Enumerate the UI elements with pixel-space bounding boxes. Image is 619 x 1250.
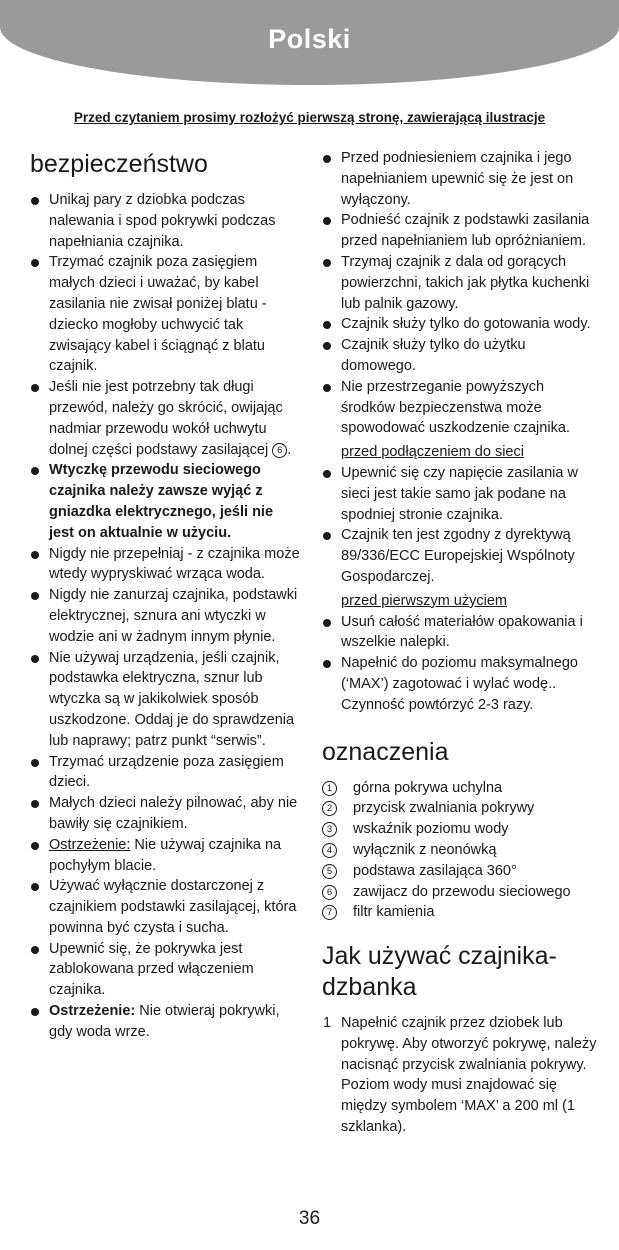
symbol-number: 2 [322, 801, 337, 816]
before-connecting-list [322, 463, 597, 588]
safety-item [30, 939, 302, 1001]
safety-item: Nie przestrzeganie powyższych środków bezpieczenstwa może spowodować uszkodzenie czajnika. [322, 377, 597, 439]
page-number: 36 [298, 1208, 321, 1229]
safety-item-text: Upewnić się, że pokrywka jest zablokowana przed włączeniem czajnika. [49, 940, 254, 999]
warning-label: Ostrzeżenie: [49, 1003, 136, 1020]
step-item [322, 1013, 597, 1138]
safety-item-text: Jeśli nie jest potrzebny tak długi przewód, należy go skrócić, owijając nadmiar przewodu wokół uchwytu dolnej części podstawy zasilającej [49, 379, 283, 458]
language-title: Polski [268, 24, 351, 54]
symbol-item [322, 840, 597, 861]
safety-item [30, 585, 302, 647]
warning-label: Ostrzeżenie: [49, 836, 131, 853]
safety-item: Podnieść czajnik z podstawki zasilania przed napełnianiem lub opróżnianiem. [322, 210, 597, 252]
symbol-label: wyłącznik z neonówką [353, 841, 497, 858]
how-to-use-heading-line1: Jak używać czajnika- [322, 942, 557, 971]
how-to-use-steps [322, 1013, 597, 1138]
before-first-use-item: Napełnić do poziomu maksymalnego (‘MAX’) zagotować i wylać wodę.. Czynność powtórzyć 2-3 razy. [322, 653, 597, 715]
symbol-label: przycisk zwalniania pokrywy [353, 800, 535, 817]
symbol-item [322, 819, 597, 840]
safety-item-text: Używać wyłącznie dostarczonej z czajnikiem podstawki zasilającej, która powinna być czysta i sucha. [49, 878, 297, 936]
symbol-number: 1 [322, 781, 337, 796]
safety-item: Czajnik służy tylko do użytku domowego. [322, 335, 597, 377]
safety-item: Przed podniesieniem czajnika i jego napełnianiem upewnić się że jest on wyłączony. [322, 148, 597, 210]
safety-heading: bezpieczeństwo [30, 150, 208, 178]
symbol-number: 4 [322, 843, 337, 858]
part-reference-number: 6 [272, 443, 287, 458]
symbol-label: górna pokrywa uchylna [353, 779, 503, 796]
right-column [322, 148, 597, 1138]
safety-list [30, 190, 302, 1043]
safety-item-text: Małych dzieci należy pilnować, aby nie bawiły się czajnikiem. [49, 795, 298, 832]
symbol-number: 5 [322, 864, 337, 879]
how-to-use-heading [322, 941, 597, 1003]
illustration-notice: Przed czytaniem prosimy rozłożyć pierwszą stronę, zawierającą ilustracje [73, 110, 546, 125]
symbol-number: 7 [322, 905, 337, 920]
symbol-item [322, 798, 597, 819]
safety-item [30, 648, 302, 752]
safety-item: Czajnik służy tylko do gotowania wody. [322, 314, 597, 335]
symbol-item [322, 861, 597, 882]
safety-item [30, 793, 302, 835]
symbol-number: 6 [322, 885, 337, 900]
safety-item-bold-text: Wtyczkę przewodu sieciowego czajnika należy zawsze wyjąć z gniazdka elektrycznego, jeśli nie jest on aktualnie w użyciu. [49, 462, 274, 541]
safety-item-text: Trzymać urządzenie poza zasięgiem dzieci. [49, 753, 284, 791]
safety-item [30, 190, 302, 252]
safety-item [30, 252, 302, 377]
how-to-use-heading-line2: dzbanka [322, 973, 417, 1002]
before-first-use-list [322, 612, 597, 716]
step-text: Napełnić czajnik przez dziobek lub pokrywę. Aby otworzyć pokrywę, należy nacisnąć przycisk zwalniania pokrywy. Poziom wody musi znajdować się między symbolem ‘MAX’ a 200 ml (1 szklanka). [341, 1015, 597, 1136]
safety-item [30, 752, 302, 794]
safety-item-text: Unikaj pary z dziobka podczas nalewania i spod pokrywki podczas napełniania czajnika. [49, 192, 276, 250]
safety-item [30, 460, 302, 543]
symbols-list [322, 778, 597, 924]
safety-item [30, 544, 302, 586]
safety-item-text: Nie używaj urządzenia, jeśli czajnik, podstawka elektryczna, sznur lub wtyczka są w jakikolwiek sposób uszkodzone. Oddaj je do sprawdzenia lub naprawy; patrz punkt “serwis”. [49, 649, 295, 749]
safety-list-continued [322, 148, 597, 439]
symbol-number: 3 [322, 822, 337, 837]
safety-item [30, 835, 302, 877]
safety-item [30, 876, 302, 938]
symbol-label: zawijacz do przewodu sieciowego [353, 883, 571, 900]
symbol-label: wskaźnik poziomu wody [353, 821, 509, 838]
symbol-label: podstawa zasilająca 360° [353, 862, 517, 879]
before-first-use-item: Usuń całość materiałów opakowania i wszelkie nalepki. [322, 612, 597, 654]
language-header-band [0, 0, 619, 85]
before-first-use-heading: przed pierwszym użyciem [341, 592, 507, 609]
safety-item-text: Nie otwieraj pokrywki, gdy woda wrze. [49, 1003, 280, 1040]
safety-item: Trzymaj czajnik z dala od gorących powierzchni, takich jak płytka kuchenki lub palnik gazowy. [322, 252, 597, 314]
before-connecting-heading: przed podłączeniem do sieci [341, 444, 524, 461]
symbol-label: filtr kamienia [353, 904, 435, 921]
symbol-item [322, 902, 597, 923]
safety-item-text: Nigdy nie zanurzaj czajnika, podstawki elektrycznej, sznura ani wtyczki w wodzie ani w żadnym innym płynie. [49, 587, 298, 645]
safety-item-text: Nigdy nie przepełniaj - z czajnika może wtedy wypryskiwać wrząca woda. [49, 545, 300, 583]
symbol-item [322, 778, 597, 799]
left-column [30, 148, 302, 1043]
symbol-item [322, 882, 597, 903]
step-number: 1 [323, 1015, 332, 1032]
safety-item [30, 1001, 302, 1043]
safety-item-text: Nie używaj czajnika na pochyłym blacie. [49, 836, 282, 874]
safety-item-text-end: . [287, 441, 292, 458]
safety-item [30, 377, 302, 460]
before-connecting-item: Upewnić się czy napięcie zasilania w sieci jest takie samo jak podane na spodniej stronie czajnika. [322, 463, 597, 525]
before-connecting-item: Czajnik ten jest zgodny z dyrektywą 89/336/ECC Europejskiej Wspólnoty Gospodarczej. [322, 525, 597, 587]
safety-item-text: Trzymać czajnik poza zasięgiem małych dzieci i uważać, by kabel zasilania nie zwisał poniżej blatu - dziecko mogłoby uchwycić tak zwisający kabel i ściągnąć z blatu czajnik. [49, 254, 267, 375]
symbols-heading: oznaczenia [322, 737, 449, 766]
